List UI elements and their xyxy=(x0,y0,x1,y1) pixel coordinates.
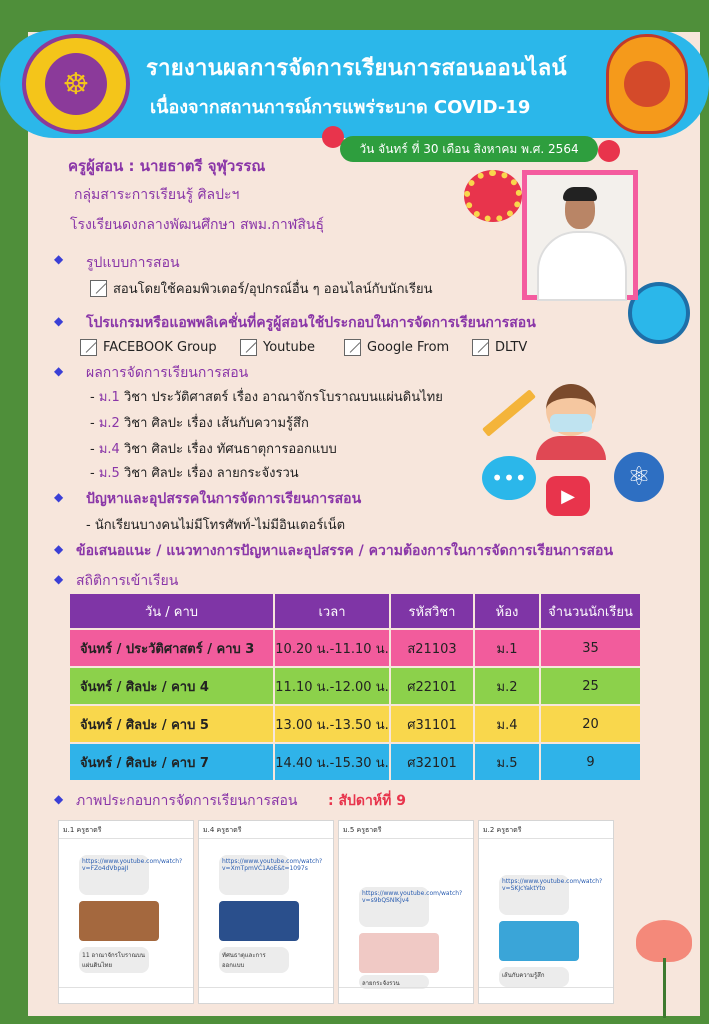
format-heading: รูปแบบการสอน xyxy=(86,255,180,271)
format-item-label: สอนโดยใช้คอมพิวเตอร์/อุปกรณ์อื่น ๆ ออนไลน์กับนักเรียน xyxy=(113,282,433,297)
video-thumbnail[interactable] xyxy=(79,901,159,941)
flower-stem xyxy=(663,958,666,1018)
report-title: รายงานผลการจัดการเรียนการสอนออนไลน์ xyxy=(146,56,567,81)
app-label: FACEBOOK Group xyxy=(103,340,217,355)
chat-caption: เส้นกับความรู้สึก xyxy=(499,967,569,987)
chat-link[interactable]: https://www.youtube.com/watch?v=FZo4dVbpaJI xyxy=(79,855,149,895)
problems-item: - นักเรียนบางคนไม่มีโทรศัพท์-ไม่มีอินเตอร์เน็ต xyxy=(86,518,346,533)
week-label: : สัปดาห์ที่ 9 xyxy=(328,793,406,809)
chat-screenshot xyxy=(198,820,334,1004)
cell-time: 11.10 น.-12.00 น. xyxy=(274,667,390,705)
school-seal-icon: ☸ xyxy=(22,34,130,134)
teacher-name: ครูผู้สอน : นายธาตรี จุฬุวรรณ xyxy=(68,157,266,175)
app-label: DLTV xyxy=(495,340,528,355)
subject-group: กลุ่มสาระการเรียนรู้ ศิลปะฯ xyxy=(74,187,240,203)
video-thumbnail[interactable] xyxy=(359,933,439,973)
chat-screenshot xyxy=(478,820,614,1004)
cell-count: 25 xyxy=(540,667,641,705)
table-header-row xyxy=(69,593,641,629)
app-label: Google From xyxy=(367,340,450,355)
cell-room: ม.2 xyxy=(474,667,540,705)
cell-day: จันทร์ / ศิลปะ / คาบ 4 xyxy=(69,667,274,705)
chat-caption: ทัศนธาตุและการออกแบบ xyxy=(219,947,289,973)
stats-heading: สถิติการเข้าเรียน xyxy=(76,573,179,589)
cell-day: จันทร์ / ศิลปะ / คาบ 5 xyxy=(69,705,274,743)
chat-input-bar xyxy=(479,987,613,1003)
cell-time: 10.20 น.-11.10 น. xyxy=(274,629,390,667)
course-item: - ม.2 วิชา ศิลปะ เรื่อง เส้นกับความรู้สึก xyxy=(90,416,309,431)
chat-link[interactable]: https://www.youtube.com/watch?v=SKJcYaktYto xyxy=(499,875,569,915)
format-item xyxy=(90,278,432,299)
cell-code: ศ32101 xyxy=(390,743,474,781)
chat-input-bar xyxy=(339,987,473,1003)
ministry-emblem-icon xyxy=(606,34,688,134)
cell-room: ม.1 xyxy=(474,629,540,667)
app-youtube xyxy=(240,339,315,356)
checkbox[interactable] xyxy=(472,339,489,356)
atom-icon: ⚛ xyxy=(614,452,664,502)
chat-caption: 11 อาณาจักรโบราณบนแผ่นดินไทย xyxy=(79,947,149,973)
virus-icon xyxy=(598,140,620,162)
app-facebook xyxy=(80,339,217,356)
cell-day: จันทร์ / ศิลปะ / คาบ 7 xyxy=(69,743,274,781)
teacher-photo-frame xyxy=(522,170,638,300)
cell-room: ม.4 xyxy=(474,705,540,743)
bullet-icon: ◆ xyxy=(54,572,64,586)
video-thumbnail[interactable] xyxy=(499,921,579,961)
bullet-icon: ◆ xyxy=(54,490,64,504)
bullet-icon: ◆ xyxy=(54,364,64,378)
chat-title: ม.1 ครูธาตรี xyxy=(59,821,193,839)
report-subtitle: เนื่องจากสถานการณ์การแพร่ระบาด COVID-19 xyxy=(150,97,531,118)
problems-heading: ปัญหาและอุปสรรคในการจัดการเรียนการสอน xyxy=(86,491,362,507)
video-thumbnail[interactable] xyxy=(219,901,299,941)
table-row xyxy=(69,705,641,743)
checkbox[interactable] xyxy=(240,339,257,356)
course-item: - ม.4 วิชา ศิลปะ เรื่อง ทัศนธาตุการออกแบบ xyxy=(90,442,337,457)
column-header: ห้อง xyxy=(474,593,540,629)
chat-title: ม.5 ครูธาตรี xyxy=(339,821,473,839)
checkbox[interactable] xyxy=(344,339,361,356)
results-heading: ผลการจัดการเรียนการสอน xyxy=(86,365,249,381)
cell-room: ม.5 xyxy=(474,743,540,781)
cell-code: ส21103 xyxy=(390,629,474,667)
chat-screenshot xyxy=(58,820,194,1004)
chat-link[interactable]: https://www.youtube.com/watch?v=s9bQSNlKJv4 xyxy=(359,887,429,927)
table-row xyxy=(69,629,641,667)
virus-icon xyxy=(464,170,522,222)
table-row xyxy=(69,743,641,781)
checkbox[interactable] xyxy=(80,339,97,356)
table-row xyxy=(69,667,641,705)
cell-day: จันทร์ / ประวัติศาสตร์ / คาบ 3 xyxy=(69,629,274,667)
checkbox[interactable] xyxy=(90,280,107,297)
chat-screenshot xyxy=(338,820,474,1004)
app-dltv xyxy=(472,339,527,356)
cell-count: 35 xyxy=(540,629,641,667)
apps-heading: โปรแกรมหรือแอพพลิเคชั่นที่ครูผู้สอนใช้ประกอบในการจัดการเรียนการสอน xyxy=(86,315,536,331)
bullet-icon: ◆ xyxy=(54,314,64,328)
bullet-icon: ◆ xyxy=(54,542,64,556)
cell-time: 13.00 น.-13.50 น. xyxy=(274,705,390,743)
chat-title: ม.4 ครูธาตรี xyxy=(199,821,333,839)
cell-count: 9 xyxy=(540,743,641,781)
column-header: รหัสวิชา xyxy=(390,593,474,629)
course-item: - ม.5 วิชา ศิลปะ เรื่อง ลายกระจังรวน xyxy=(90,466,299,481)
gallery-heading: ภาพประกอบการจัดการเรียนการสอน xyxy=(76,793,298,809)
column-header: เวลา xyxy=(274,593,390,629)
date-badge: วัน จันทร์ ที่ 30 เดือน สิงหาคม พ.ศ. 2564 xyxy=(340,136,598,162)
column-header: จำนวนนักเรียน xyxy=(540,593,641,629)
flower-icon xyxy=(636,920,692,962)
course-item: - ม.1 วิชา ประวัติศาสตร์ เรื่อง อาณาจักรโบราณบนแผ่นดินไทย xyxy=(90,390,443,405)
school-name: โรงเรียนดงกลางพัฒนศึกษา สพม.กาฬสินธุ์ xyxy=(70,217,325,233)
attendance-table xyxy=(68,592,642,782)
cell-count: 20 xyxy=(540,705,641,743)
suggestion-heading: ข้อเสนอแนะ / แนวทางการปัญหาและอุปสรรค / ความต้องการในการจัดการเรียนการสอน xyxy=(76,543,614,559)
masked-person-icon xyxy=(536,384,606,458)
bullet-icon: ◆ xyxy=(54,792,64,806)
column-header: วัน / คาบ xyxy=(69,593,274,629)
teacher-photo xyxy=(527,175,633,295)
cell-code: ศ22101 xyxy=(390,667,474,705)
app-google-form xyxy=(344,339,449,356)
app-label: Youtube xyxy=(263,340,315,355)
chat-caption: ลายกระจังรวน xyxy=(359,975,429,989)
chat-input-bar xyxy=(199,987,333,1003)
play-icon: ▶ xyxy=(546,476,590,516)
cell-code: ศ31101 xyxy=(390,705,474,743)
chat-link[interactable]: https://www.youtube.com/watch?v=XmTpmVC1AoE&t=1097s xyxy=(219,855,289,895)
chat-input-bar xyxy=(59,987,193,1003)
bullet-icon: ◆ xyxy=(54,252,64,266)
cell-time: 14.40 น.-15.30 น. xyxy=(274,743,390,781)
chat-title: ม.2 ครูธาตรี xyxy=(479,821,613,839)
chat-icon: ••• xyxy=(482,456,536,500)
